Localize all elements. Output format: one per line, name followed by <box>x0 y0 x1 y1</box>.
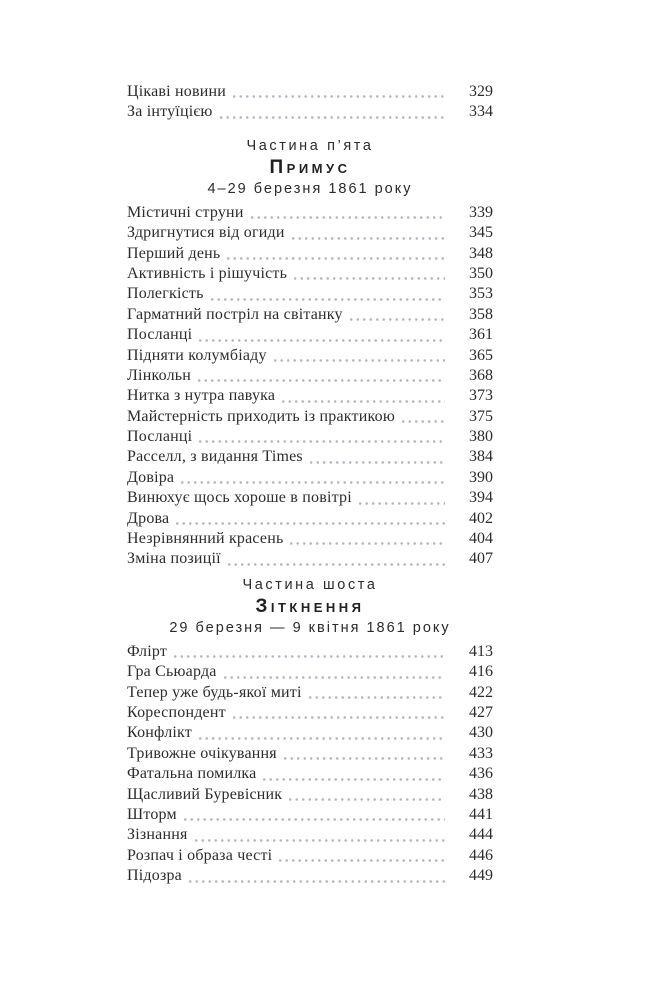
toc-entry-title: Гарматний постріл на світанку <box>127 305 343 323</box>
toc-entry-page-number: 334 <box>469 103 493 121</box>
toc-entry-title: Нитка з нутра павука <box>127 387 276 405</box>
toc-entry-title: Довіра <box>127 468 175 486</box>
toc-entry-title: Зізнання <box>127 826 188 844</box>
toc-entry <box>127 509 493 529</box>
toc-entry-title: Полегкість <box>127 285 204 303</box>
toc-entry <box>127 427 493 447</box>
toc-entry <box>127 683 493 703</box>
toc-entry-page-number: 339 <box>469 203 493 221</box>
part-title: Примус <box>269 156 351 178</box>
toc-entry-page-number: 368 <box>469 366 493 384</box>
toc-entry-title: Винюхує щось хороше в повітрі <box>127 489 352 507</box>
part-heading <box>127 575 493 639</box>
toc-entry <box>127 723 493 743</box>
part-title: Зіткнення <box>255 595 365 617</box>
toc-entry-title: Розпач і образа честі <box>127 846 273 864</box>
toc-entry-page-number: 444 <box>469 826 493 844</box>
toc-entry-page-number: 427 <box>469 703 493 721</box>
toc-entry-page-number: 361 <box>469 326 493 344</box>
dot-leader <box>174 655 445 658</box>
toc-entry-title: Перший день <box>127 244 221 262</box>
toc-entry <box>127 846 493 866</box>
toc-entry-title: Тепер уже будь-якої миті <box>127 683 302 701</box>
toc-entry-title: Незрівнянний красень <box>127 530 284 548</box>
toc-entry-title: Флірт <box>127 642 168 660</box>
toc-entry <box>127 407 493 427</box>
toc-entry-title: Шторм <box>127 805 177 823</box>
toc-entry-title: Підозра <box>127 867 182 885</box>
toc-entry-page-number: 348 <box>469 244 493 262</box>
dot-leader <box>274 359 445 362</box>
dot-leader <box>211 298 445 301</box>
dot-leader <box>228 563 445 566</box>
part-heading <box>127 136 493 200</box>
toc-entry-title: Цікаві новини <box>127 83 227 100</box>
table-of-contents <box>127 0 493 887</box>
toc-entry-page-number: 329 <box>469 83 493 100</box>
dot-leader <box>263 778 445 781</box>
dot-leader <box>224 676 445 679</box>
dot-leader <box>350 318 445 321</box>
toc-part-section <box>127 136 493 570</box>
dot-leader <box>282 400 445 403</box>
toc-entry-page-number: 375 <box>469 407 493 425</box>
toc-entry <box>127 305 493 325</box>
toc-entry-title: Конфлікт <box>127 724 192 742</box>
dot-leader <box>233 716 445 719</box>
dot-leader <box>294 277 445 280</box>
toc-entry-page-number: 449 <box>469 867 493 885</box>
toc-entry <box>127 325 493 345</box>
toc-part-section <box>127 575 493 887</box>
toc-entry-page-number: 380 <box>469 428 493 446</box>
dot-leader <box>289 798 445 801</box>
dot-leader <box>181 481 445 484</box>
toc-entry <box>127 264 493 284</box>
dot-leader <box>310 461 445 464</box>
toc-entry <box>127 284 493 304</box>
toc-entry <box>127 744 493 764</box>
dot-leader <box>184 818 445 821</box>
toc-entry-title: Лінкольн <box>127 366 192 384</box>
toc-entry-page-number: 441 <box>469 805 493 823</box>
dot-leader <box>195 839 445 842</box>
dot-leader <box>227 257 445 260</box>
dot-leader <box>176 522 445 525</box>
toc-entry-title: Тривожне очікування <box>127 744 277 762</box>
toc-entry-page-number: 390 <box>469 468 493 486</box>
toc-entry-page-number: 404 <box>469 530 493 548</box>
toc-entry <box>127 805 493 825</box>
dot-leader <box>290 542 445 545</box>
dot-leader <box>220 116 445 119</box>
toc-entry-page-number: 407 <box>469 550 493 568</box>
toc-entry-page-number: 384 <box>469 448 493 466</box>
toc-entry <box>127 82 493 102</box>
toc-entry-page-number: 394 <box>469 489 493 507</box>
toc-entry-page-number: 430 <box>469 724 493 742</box>
toc-entry <box>127 662 493 682</box>
toc-entry <box>127 549 493 569</box>
toc-entry <box>127 488 493 508</box>
toc-entry-title: Кореспондент <box>127 703 226 721</box>
toc-entry <box>127 447 493 467</box>
toc-entry <box>127 825 493 845</box>
toc-entry-title: Щасливий Буревісник <box>127 785 283 803</box>
dot-leader <box>292 237 445 240</box>
dot-leader <box>233 95 445 98</box>
toc-entry <box>127 386 493 406</box>
part-label: Частина шоста <box>242 576 378 593</box>
toc-entry-page-number: 345 <box>469 224 493 242</box>
part-date-range: 29 березня — 9 квітня 1861 року <box>169 619 451 636</box>
toc-entry <box>127 223 493 243</box>
dot-leader <box>199 339 445 342</box>
dot-leader <box>189 880 445 883</box>
toc-entry <box>127 529 493 549</box>
toc-entry-title: Гра Сьюарда <box>127 663 217 681</box>
toc-entry-title: Підняти колумбіаду <box>127 346 267 364</box>
toc-entry-page-number: 413 <box>469 642 493 660</box>
toc-entry-title: Посланці <box>127 326 193 344</box>
dot-leader <box>199 737 445 740</box>
toc-entry-page-number: 402 <box>469 509 493 527</box>
dot-leader <box>309 696 445 699</box>
toc-entry-page-number: 422 <box>469 683 493 701</box>
toc-entry <box>127 468 493 488</box>
toc-entry <box>127 102 493 122</box>
toc-entry-page-number: 433 <box>469 744 493 762</box>
toc-entry-page-number: 365 <box>469 346 493 364</box>
dot-leader <box>198 379 445 382</box>
toc-entry-title: Расселл, з видання Times <box>127 448 303 466</box>
toc-entry <box>127 764 493 784</box>
dot-leader <box>284 757 445 760</box>
toc-entry-title: Фатальна помилка <box>127 765 257 783</box>
dot-leader <box>251 216 445 219</box>
dot-leader <box>359 502 445 505</box>
toc-entry-page-number: 436 <box>469 765 493 783</box>
toc-entry-page-number: 446 <box>469 846 493 864</box>
toc-entry-title: Дрова <box>127 509 170 527</box>
toc-entry <box>127 244 493 264</box>
toc-entry-title: Здригнутися від огиди <box>127 224 285 242</box>
toc-entry <box>127 642 493 662</box>
toc-entry-title: Містичні струни <box>127 203 244 221</box>
toc-entry <box>127 866 493 886</box>
toc-entry-page-number: 416 <box>469 663 493 681</box>
part-date-range: 4–29 березня 1861 року <box>207 180 413 197</box>
toc-entry-page-number: 373 <box>469 387 493 405</box>
toc-entry <box>127 703 493 723</box>
toc-entry-page-number: 350 <box>469 264 493 282</box>
toc-entry-title: Активність і рішучість <box>127 264 288 282</box>
toc-entry <box>127 785 493 805</box>
toc-entry-title: За інтуїцією <box>127 103 213 121</box>
toc-entry-page-number: 438 <box>469 785 493 803</box>
toc-entry-page-number: 358 <box>469 305 493 323</box>
toc-entry-title: Посланці <box>127 428 193 446</box>
toc-entry-title: Майстерність приходить із практикою <box>127 407 395 425</box>
dot-leader <box>199 440 445 443</box>
dot-leader <box>279 859 445 862</box>
toc-entry <box>127 366 493 386</box>
toc-entry <box>127 346 493 366</box>
toc-entry-page-number: 353 <box>469 285 493 303</box>
part-label: Частина п’ята <box>246 137 374 154</box>
toc-entry <box>127 203 493 223</box>
toc-entry-title: Зміна позиції <box>127 550 221 568</box>
dot-leader <box>402 420 445 423</box>
